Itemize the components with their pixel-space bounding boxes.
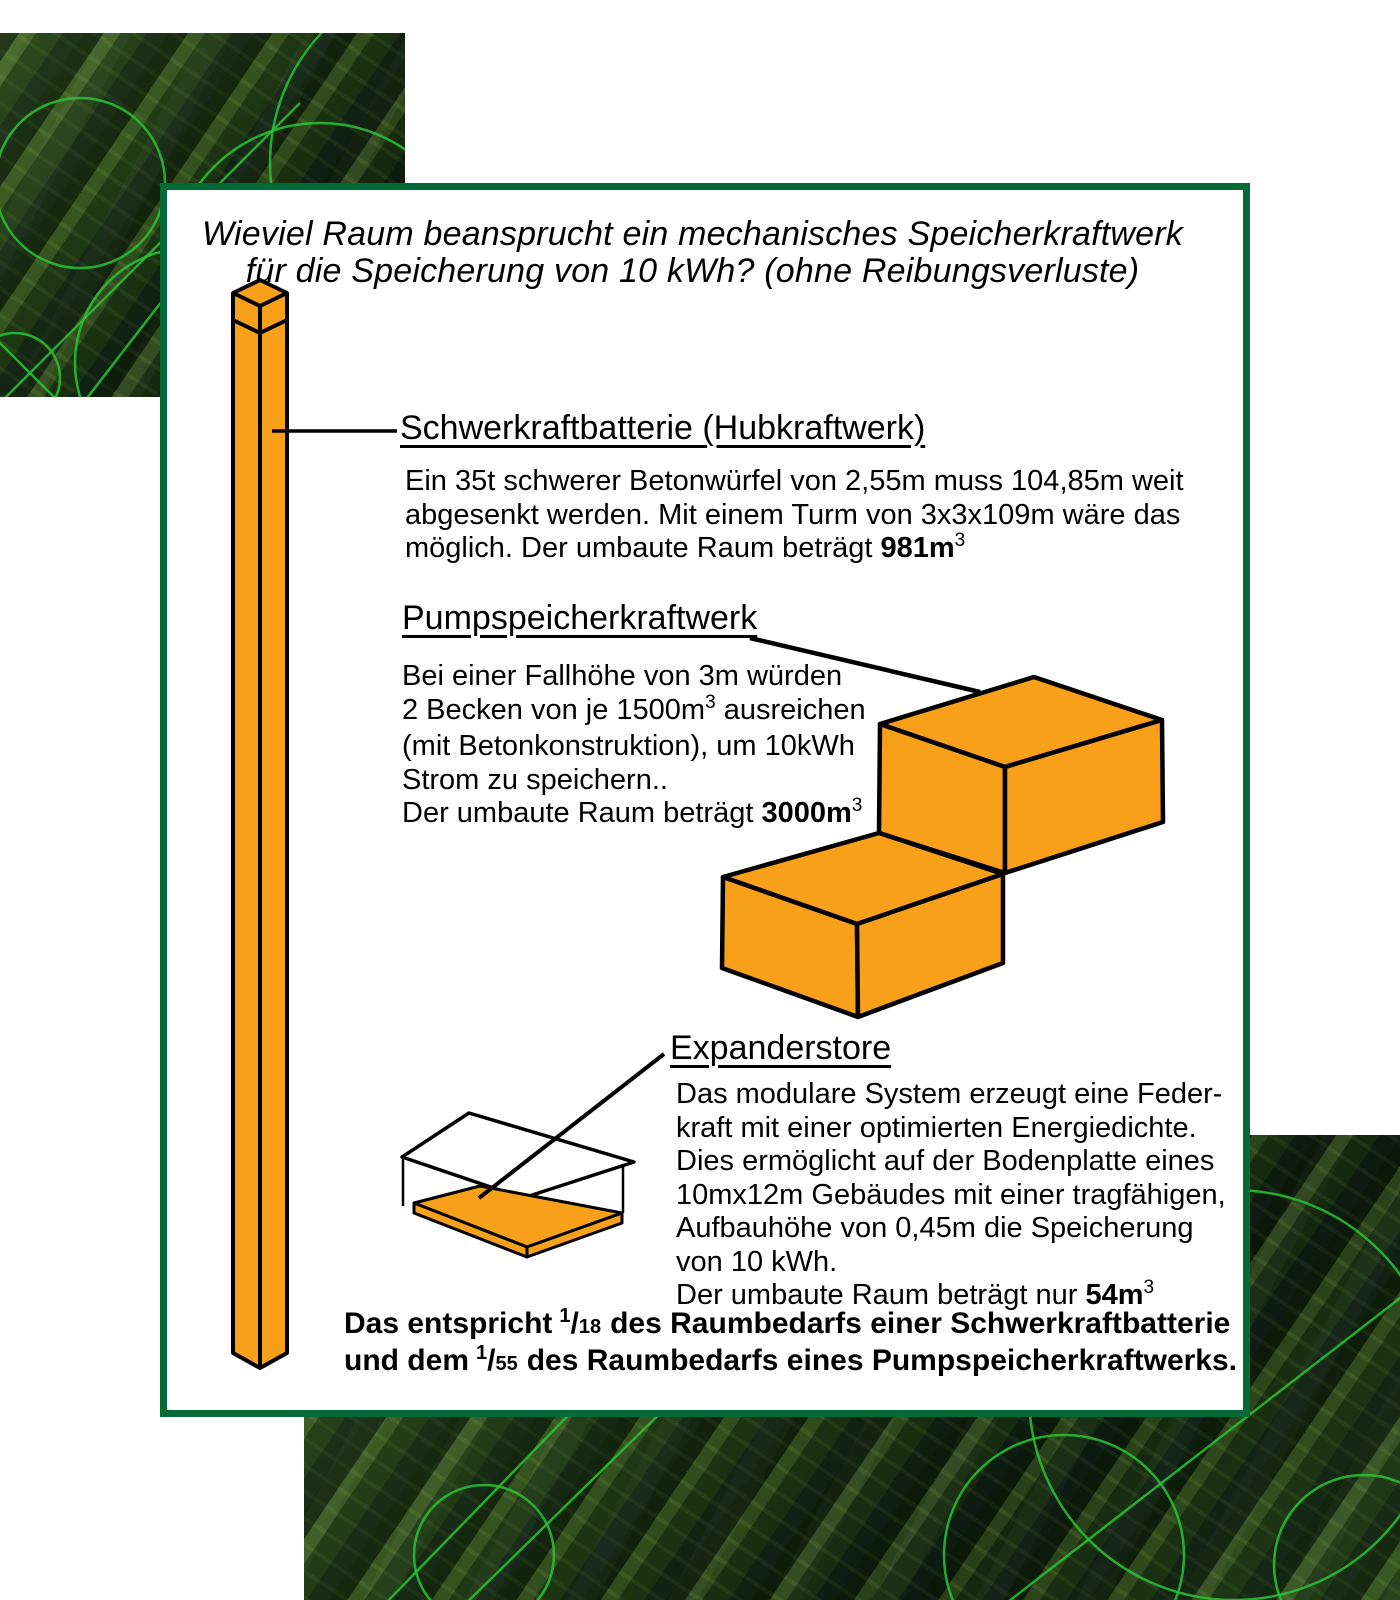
fraction-numerator: 1 [559,1305,571,1327]
expander-volume-value: 54m [1085,1279,1144,1311]
expander-body-line-5: Aufbauhöhe von 0,45m die Speicherung [676,1212,1194,1244]
fraction-slash: / [487,1344,496,1377]
gravity-tower-graphic [233,280,287,1368]
fraction-1-18 [559,1307,601,1340]
page-title [165,216,1220,290]
pumpspeicher-body-line-2 [402,691,866,731]
fraction-denominator: 55 [495,1353,518,1375]
pumpspeicher-basin-exponent: 3 [705,691,716,713]
conclusion-line-1-prefix: Das entspricht [344,1307,553,1340]
fraction-1-55 [476,1344,518,1377]
pumpspeicher-volume-prefix: Der umbaute Raum beträgt [402,797,762,829]
expander-body-line-3: Dies ermöglicht auf der Bodenplatte eines [676,1145,1215,1177]
schwerkraft-body-line-3 [405,532,1184,569]
expanderstore-graphic [402,1113,634,1257]
expander-volume-prefix: Der umbaute Raum beträgt nur [676,1279,1086,1311]
pumpspeicher-text [402,660,866,834]
fraction-numerator: 1 [476,1342,488,1364]
pumpspeicher-heading: Pumpspeicherkraftwerk [402,599,758,637]
pumpspeicher-body-line-5 [402,797,866,834]
title-line-1: Wieviel Raum beansprucht ein mechanisches Speicherkraftwerk [202,215,1183,253]
expanderstore-text [676,1078,1226,1316]
expander-body-line-6: von 10 kWh. [676,1245,838,1278]
conclusion-text [344,1307,1237,1381]
fraction-denominator: 18 [578,1316,602,1338]
schwerkraft-volume-exponent: 3 [954,530,966,551]
schwerkraftbatterie-heading: Schwerkraftbatterie (Hubkraftwerk) [400,409,926,447]
schwerkraft-body-line-1: Ein 35t schwerer Betonwürfel von 2,55m muss 104,85m weit [405,465,1184,497]
expander-body-line-2: kraft mit einer optimierten Energiedichte. [676,1111,1197,1144]
pumpspeicher-body-line-1: Bei einer Fallhöhe von 3m würden [402,660,843,692]
expander-body-line-1: Das modulare System erzeugt eine Feder- [676,1078,1223,1110]
conclusion-line-1 [344,1307,1237,1344]
pumpspeicher-basin-text-end: ausreichen [715,693,866,726]
schwerkraftbatterie-text [405,465,1184,569]
pumpspeicher-basin-text: 2 Becken von je 1500m [402,693,706,726]
expanderstore-heading: Expanderstore [670,1029,892,1067]
schwerkraft-volume-prefix: möglich. Der umbaute Raum beträgt [405,532,881,564]
pumpspeicher-body-line-3: (mit Betonkonstruktion), um 10kWh [402,730,855,762]
expander-volume-exponent: 3 [1143,1277,1155,1298]
title-line-2: für die Speicherung von 10 kWh? (ohne Reibungsverluste) [245,252,1140,290]
conclusion-period: . [1228,1344,1238,1377]
schwerkraft-body-line-2: abgesenkt werden. Mit einem Turm von 3x3x109m wäre das [405,498,1181,531]
expander-body-line-4: 10mx12m Gebäudes mit einer tragfähigen, [676,1178,1226,1211]
pumpspeicher-body-line-4: Strom zu speichern.. [402,763,668,796]
conclusion-line-2-prefix: und dem [344,1344,469,1377]
schwerkraft-volume-value: 981m [880,532,955,564]
conclusion-line-1-rest: des Raumbedarfs einer Schwerkraftbatterie [610,1307,1231,1340]
conclusion-line-2 [344,1344,1237,1381]
pumpspeicher-volume-value: 3000m [761,797,852,829]
conclusion-line-2-rest: des Raumbedarfs eines Pumpspeicherkraftwerks [526,1344,1229,1377]
pumpspeicher-volume-exponent: 3 [851,795,863,816]
fraction-slash: / [570,1307,579,1340]
